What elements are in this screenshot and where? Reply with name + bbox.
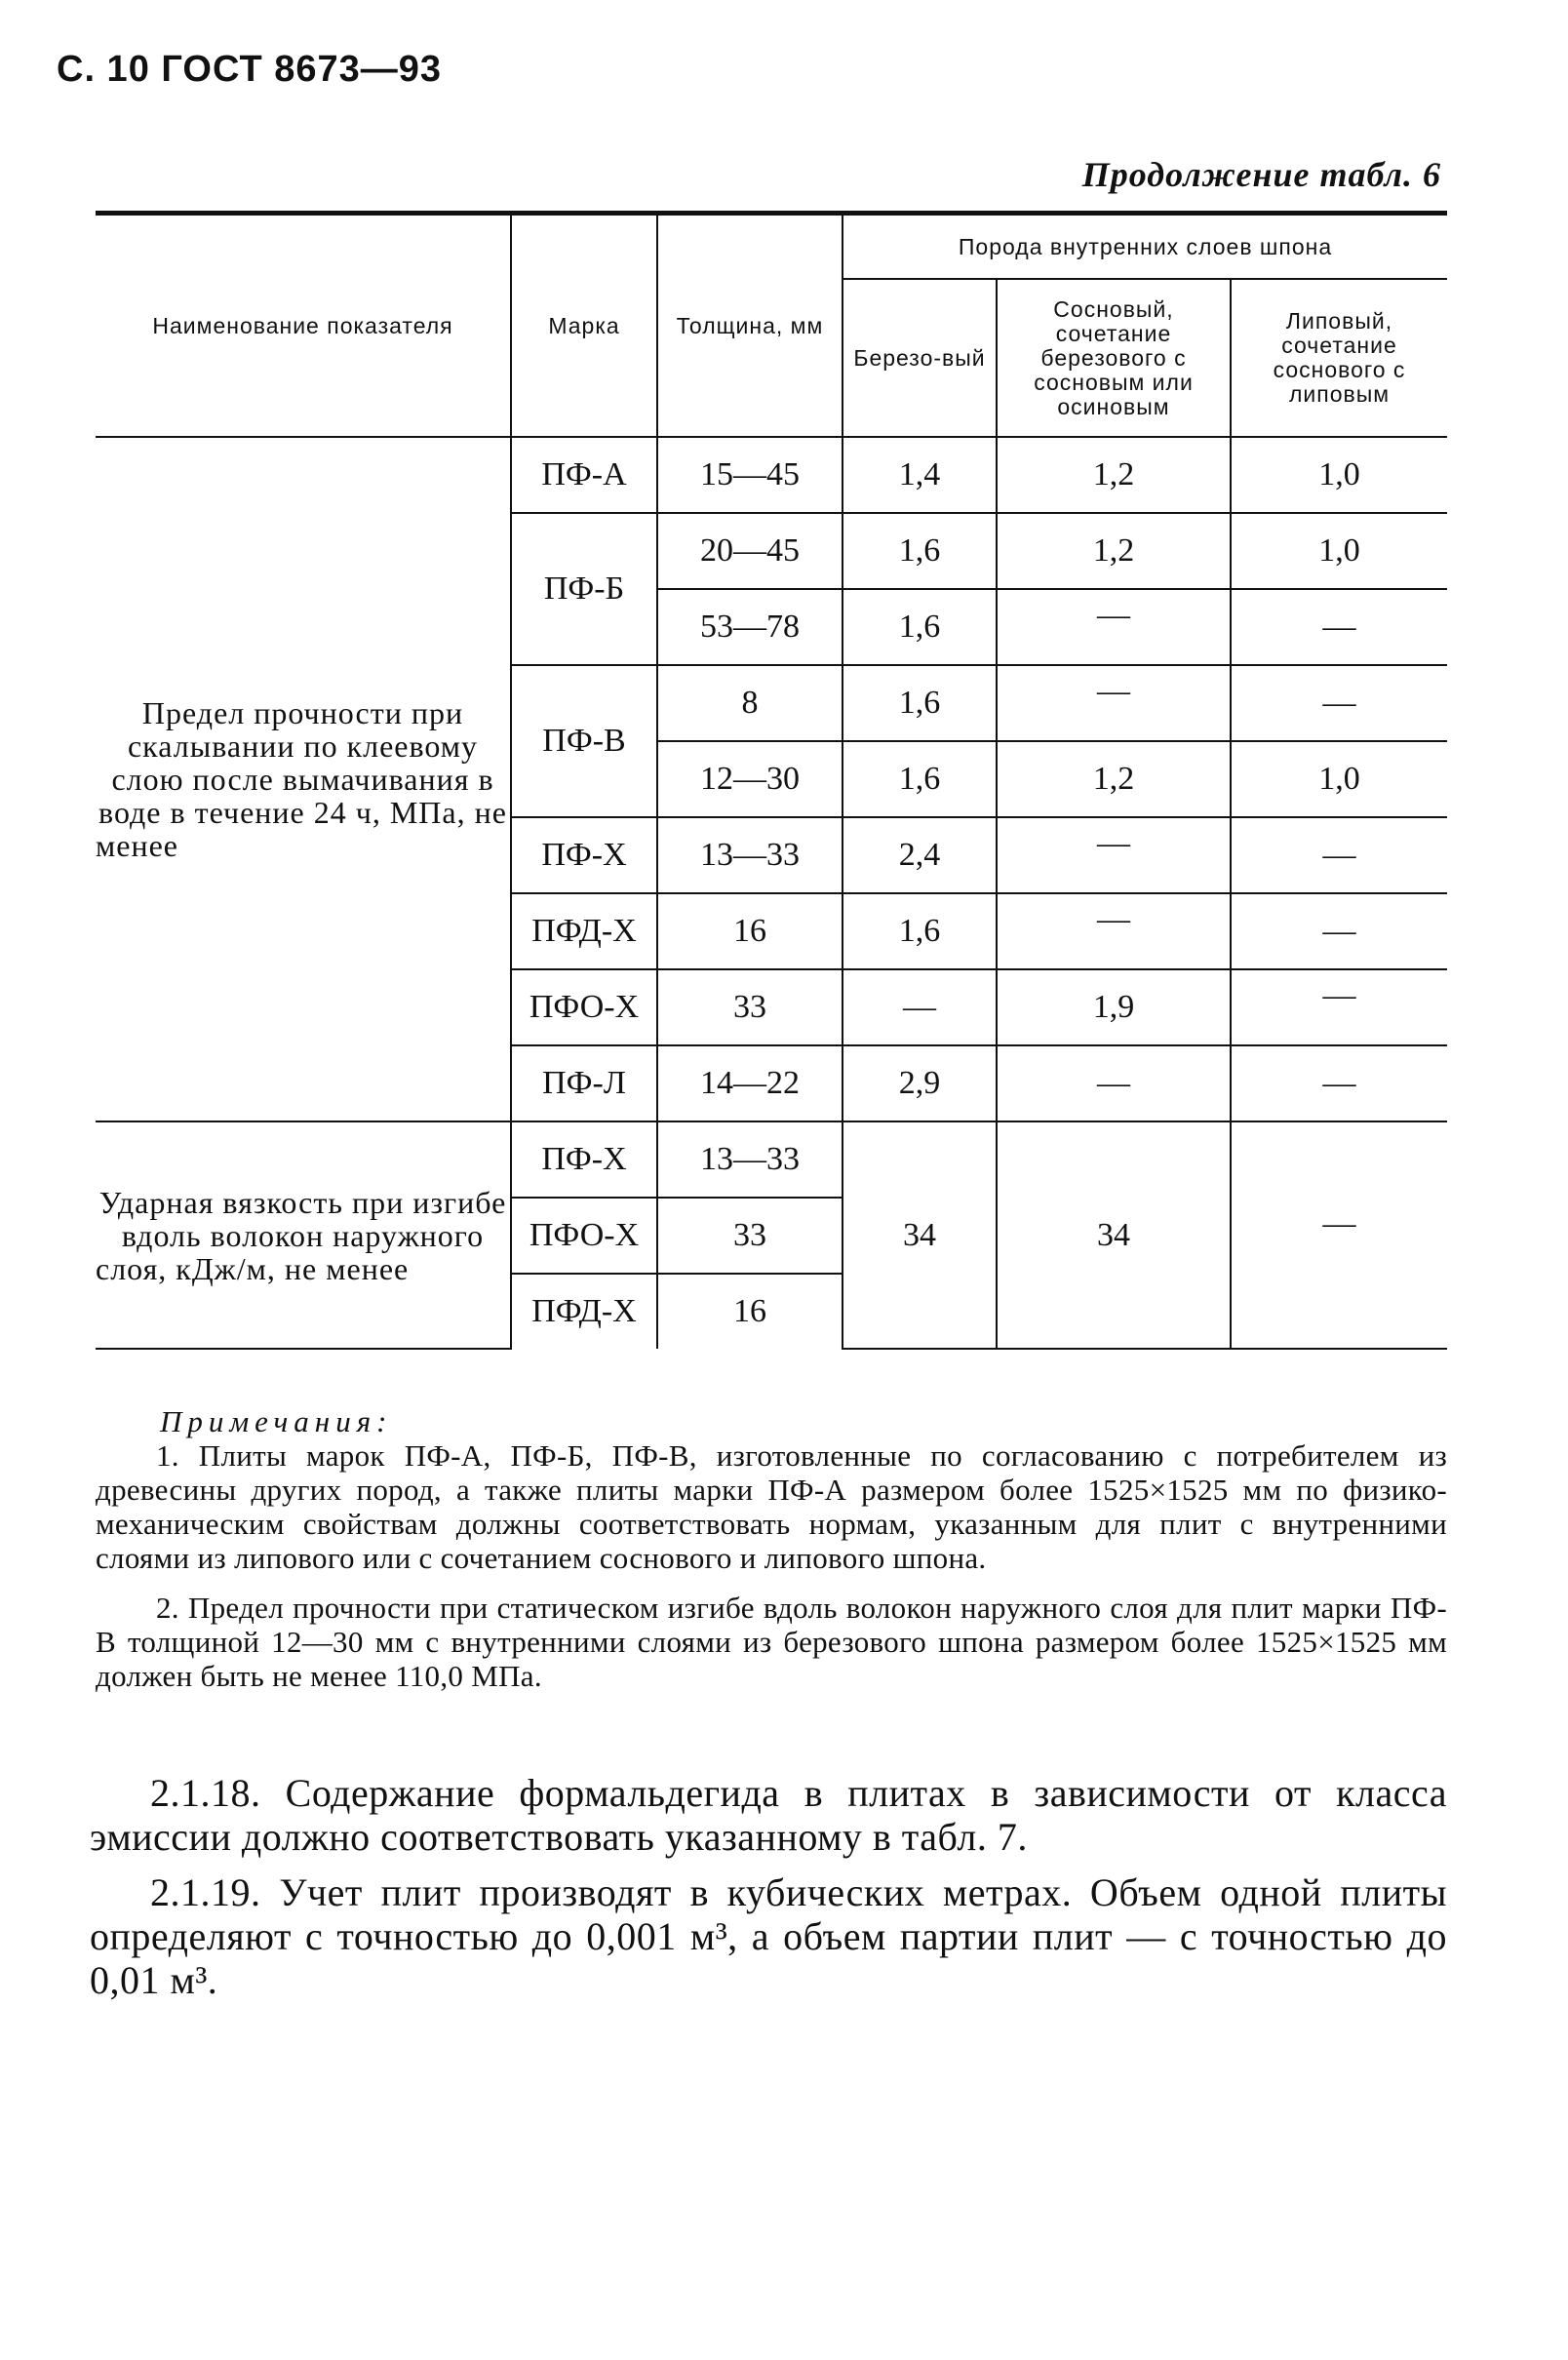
birch-cell: 1,6: [843, 589, 997, 665]
pine-cell: 1,2: [997, 437, 1231, 513]
impact-birch-cell: 34: [843, 1121, 997, 1349]
dash-mark: —: [1097, 825, 1130, 861]
birch-cell: 1,6: [843, 665, 997, 741]
pine-cell: [997, 665, 1231, 741]
thickness-cell: 20—45: [657, 513, 843, 589]
mark-cell: ПФО-Х: [511, 1198, 657, 1274]
dash-mark: —: [1322, 1204, 1356, 1241]
lime-cell: 1,0: [1231, 513, 1447, 589]
thickness-cell: 15—45: [657, 437, 843, 513]
pine-cell: [997, 893, 1231, 969]
header-lime: Липовый, сочетание соснового с липовым: [1231, 279, 1447, 437]
birch-cell: 1,6: [843, 893, 997, 969]
dash-mark: —: [1097, 597, 1130, 633]
lime-cell: —: [1231, 665, 1447, 741]
lime-cell: [1231, 969, 1447, 1045]
thickness-cell: 13—33: [657, 1121, 843, 1198]
lime-cell: 1,0: [1231, 437, 1447, 513]
header-mark: Марка: [511, 214, 657, 438]
lime-cell: —: [1231, 589, 1447, 665]
pine-cell: [997, 817, 1231, 893]
impact-pine-cell: 34: [997, 1121, 1231, 1349]
mark-cell: ПФ-Б: [511, 513, 657, 665]
dash-mark: —: [1322, 977, 1356, 1013]
impact-lime-cell: [1231, 1121, 1447, 1349]
mark-cell: ПФ-Л: [511, 1045, 657, 1121]
thickness-cell: 8: [657, 665, 843, 741]
header-inner-layers-group: Порода внутренних слоев шпона: [843, 214, 1447, 280]
indicator-shear-strength: Предел прочности при скалывании по клеевому слою после вымачивания в воде в течение 24 ч, МПа, не менее: [96, 437, 511, 1121]
properties-table: [96, 211, 1447, 1350]
thickness-cell: 14—22: [657, 1045, 843, 1121]
pine-cell: 1,9: [997, 969, 1231, 1045]
birch-cell: 1,6: [843, 741, 997, 817]
indicator-impact-strength: Ударная вязкость при изгибе вдоль волокон наружного слоя, кДж/м, не менее: [96, 1121, 511, 1349]
thickness-cell: 16: [657, 893, 843, 969]
paragraph-2-1-18: 2.1.18. Содержание формальдегида в плитах в зависимости от класса эмиссии должно соответствовать указанному в табл. 7.: [90, 1771, 1447, 1859]
main-text: [90, 1771, 1447, 2014]
table-caption: Продолжение табл. 6: [1081, 155, 1441, 194]
header-thickness: Толщина, мм: [657, 214, 843, 438]
birch-cell: 1,4: [843, 437, 997, 513]
pine-cell: 1,2: [997, 741, 1231, 817]
pine-cell: [997, 589, 1231, 665]
paragraph-2-1-19: 2.1.19. Учет плит производят в кубических метрах. Объем одной плиты определяют с точностью до 0,001 м³, а объем партии плит — с точностью до 0,01 м³.: [90, 1870, 1447, 2002]
note-item: 2. Предел прочности при статическом изгибе вдоль волокон наружного слоя для плит марки ПФ-В толщиной 12—30 мм с внутренними слоями из березового шпона размером более 1525×1525 мм должен быть не менее 110,0 МПа.: [96, 1591, 1447, 1693]
mark-cell: ПФ-Х: [511, 1121, 657, 1198]
mark-cell: ПФ-Х: [511, 817, 657, 893]
dash-mark: —: [1097, 901, 1130, 937]
header-birch: Березо-вый: [843, 279, 997, 437]
birch-cell: 2,4: [843, 817, 997, 893]
thickness-cell: 33: [657, 969, 843, 1045]
header-indicator-name: Наименование показателя: [96, 214, 511, 438]
pine-cell: —: [997, 1045, 1231, 1121]
thickness-cell: 53—78: [657, 589, 843, 665]
table-row: [96, 437, 1447, 513]
lime-cell: —: [1231, 817, 1447, 893]
page-header: С. 10 ГОСТ 8673—93: [57, 49, 443, 90]
pine-cell: 1,2: [997, 513, 1231, 589]
mark-cell: ПФД-Х: [511, 1274, 657, 1349]
birch-cell: 1,6: [843, 513, 997, 589]
mark-cell: ПФО-Х: [511, 969, 657, 1045]
birch-cell: —: [843, 969, 997, 1045]
mark-cell: ПФ-А: [511, 437, 657, 513]
mark-cell: ПФ-В: [511, 665, 657, 817]
thickness-cell: 16: [657, 1274, 843, 1349]
note-item: 1. Плиты марок ПФ-А, ПФ-Б, ПФ-В, изготовленные по согласованию с потребителем из древесины других пород, а также плиты марки ПФ-А размером более 1525×1525 мм по физико-механическим свойствам должны соответствовать нормам, указанным для плит с внутренними слоями из липового или с сочетанием соснового и липового шпона.: [96, 1438, 1447, 1575]
thickness-cell: 12—30: [657, 741, 843, 817]
thickness-cell: 33: [657, 1198, 843, 1274]
lime-cell: 1,0: [1231, 741, 1447, 817]
mark-cell: ПФД-Х: [511, 893, 657, 969]
notes-title: Примечания:: [160, 1404, 393, 1438]
table-row: [96, 1121, 1447, 1198]
thickness-cell: 13—33: [657, 817, 843, 893]
lime-cell: —: [1231, 893, 1447, 969]
header-pine: Сосновый, сочетание березового с сосновым или осиновым: [997, 279, 1231, 437]
dash-mark: —: [1097, 673, 1130, 709]
notes-section: [96, 1404, 1447, 1709]
birch-cell: 2,9: [843, 1045, 997, 1121]
lime-cell: —: [1231, 1045, 1447, 1121]
